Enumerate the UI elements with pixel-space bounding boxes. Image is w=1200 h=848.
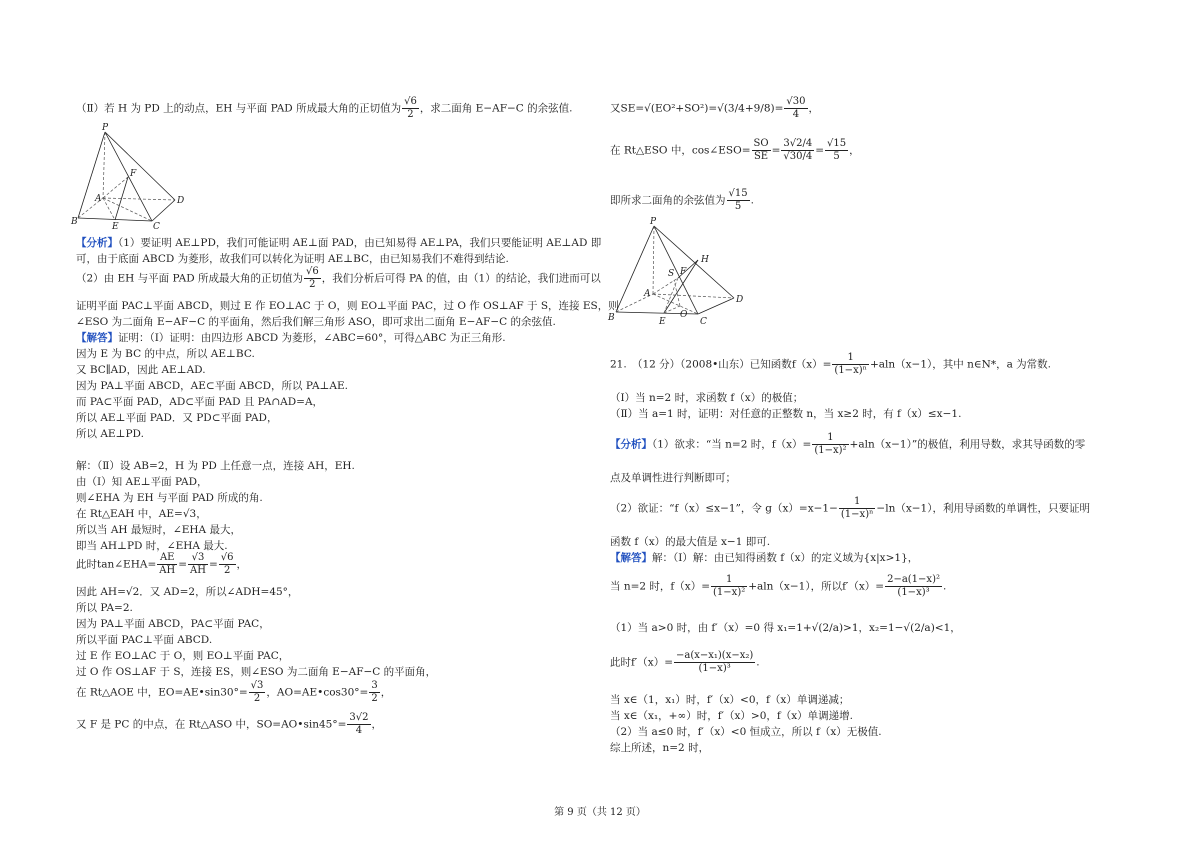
aso-prefix: 又 F 是 PC 的中点，在 Rt△ASO 中， bbox=[76, 718, 257, 731]
part2-question-text: （Ⅱ）若 H 为 PD 上的动点，EH 与平面 PAD 所成最大角的正切值为 bbox=[76, 102, 402, 115]
answer-tag: 【解答】 bbox=[76, 332, 118, 344]
q21-part-2: （Ⅱ）当 a=1 时，证明：对任意的正整数 n，当 x≥2 时，有 f（x）≤x−1. bbox=[610, 408, 962, 420]
aoe-equation: 在 Rt△AOE 中，EO=AE•sin30°= $\frac{√3}{2}$ ，AO=AE•cos30°= $\frac{3}{2}$ ， bbox=[76, 680, 392, 704]
q21-answer-6: 当 x∈（x₁，+∞）时，f′（x）>0，f（x）单调递增. bbox=[610, 710, 854, 722]
q21-answer-3: （1）当 a>0 时，由 f′（x）=0 得 x₁=1+√(2/a)>1，x₂=1−√(2/a)<1， bbox=[610, 622, 961, 634]
fig1-label-D: D bbox=[177, 196, 185, 206]
q21-ans2-deriv: f′（x）= bbox=[842, 580, 885, 593]
cos-equation: 在 Rt△ESO 中，cos∠ESO= $\frac{SO}{SE}$ = $\frac{3√2/4}{√30/4}$ = $\frac{√15}{5}$ ， bbox=[610, 138, 860, 162]
q21-an3-text-a: （2）欲证：“f（x）≤x−1”，令 g（x）=x−1− bbox=[610, 502, 838, 515]
fig2-label-S: S bbox=[668, 269, 675, 279]
q21-analysis-2: 点及单调性进行判断即可； bbox=[610, 472, 736, 484]
q21-statement bbox=[610, 352, 1051, 377]
q21-an-text-a: （1）欲求：“当 n=2 时， bbox=[652, 438, 772, 451]
part2-question-tail: ，求二面角 E−AF−C 的余弦值. bbox=[419, 102, 573, 115]
pyramid-figure-1 bbox=[70, 122, 190, 230]
pyramid-figure-2 bbox=[606, 216, 766, 328]
proof-line: 因为 PA⊥平面 ABCD，AE⊂平面 ABCD，所以 PA⊥AE. bbox=[76, 380, 348, 392]
se-expr: SE=√(EO²+SO²)=√(3/4+9/8)= bbox=[620, 102, 784, 115]
solution-line: 过 O 作 OS⊥AF 于 S，连接 ES，则∠ESO 为二面角 E−AF−C 的平面角， bbox=[76, 666, 437, 678]
analysis-text-1: （1）要证明 AE⊥PD，我们可能证明 AE⊥面 PAD，由已知易得 AE⊥PA，我们只要能证明 AE⊥AD 即 bbox=[118, 237, 602, 249]
aoe-ao: ，AO=AE•cos30°= bbox=[266, 686, 369, 699]
solution-line: 解：（Ⅱ）设 AB=2，H 为 PD 上任意一点，连接 AH，EH. bbox=[76, 460, 355, 472]
conclusion-prefix: 即所求二面角的余弦值为 bbox=[610, 194, 726, 207]
proof-line: 而 PA⊂平面 PAD，AD⊂平面 PAD 且 PA∩AD=A， bbox=[76, 396, 324, 408]
tan-frac-3: $\frac{√6}{2}$ bbox=[220, 552, 234, 576]
q21-answer-1 bbox=[610, 550, 918, 565]
q21-text-a: 21. （12 分）（2008•山东）已知函数 bbox=[610, 358, 792, 371]
solution-line: 因此 AH=√2．又 AD=2，所以∠ADH=45°， bbox=[76, 586, 299, 598]
q21-ans4-text: 此时 bbox=[610, 656, 631, 669]
q21-an3-text-b: −ln（x−1），利用导函数的单调性，只要证明 bbox=[876, 502, 1090, 515]
q21-an-text-b: +aln（x−1）”的极值，利用导数，求其导函数的零 bbox=[849, 438, 1086, 451]
q21-frac: $\frac{1}{\text{(1−x)ⁿ}}$ bbox=[834, 352, 867, 376]
cos-expr: cos∠ESO= bbox=[691, 144, 751, 157]
q21-answer-7: （2）当 a≤0 时，f′（x）<0 恒成立，所以 f（x）无极值. bbox=[610, 726, 882, 738]
q21-ans1-text: 解：（Ⅰ）解：由已知得函数 f（x）的定义域为{x|x>1}， bbox=[652, 552, 919, 564]
q21-ans2-frac: $\frac{1}{\text{(1−x)²}}$ bbox=[713, 574, 746, 598]
q21-answer-8: 综上所述，n=2 时， bbox=[610, 742, 710, 754]
q21-answer-tag: 【解答】 bbox=[610, 552, 652, 564]
fig2-label-A: A bbox=[644, 289, 651, 299]
solution-line: 过 E 作 EO⊥AC 于 O，则 EO⊥平面 PAC， bbox=[76, 650, 290, 662]
aso-expr: SO=AO•sin45°= bbox=[256, 718, 347, 731]
part2-question bbox=[76, 96, 573, 121]
fig2-label-P: P bbox=[650, 217, 657, 227]
page-footer: 第 9 页（共 12 页） bbox=[554, 807, 646, 818]
q21-analysis-4: 函数 f（x）的最大值是 x−1 即可. bbox=[610, 536, 771, 548]
fig1-label-P: P bbox=[102, 123, 109, 133]
fig2-label-C: C bbox=[700, 317, 707, 327]
tan-frac-1: $\frac{AE}{AH}$ bbox=[159, 552, 176, 576]
solution-line: 即当 AH⊥PD 时，∠EHA 最大. bbox=[76, 540, 228, 552]
analysis-line-5: ∠ESO 为二面角 E−AF−C 的平面角，然后我们解三角形 ASO，即可求出二面角 E−AF−C 的余弦值. bbox=[76, 316, 556, 328]
aoe-frac-2: $\frac{3}{2}$ bbox=[371, 680, 378, 704]
tan-prefix: 此时 bbox=[76, 558, 97, 571]
fig2-label-D: D bbox=[736, 295, 744, 305]
fig2-label-H: H bbox=[701, 255, 709, 265]
analysis-line-4: 证明平面 PAC⊥平面 ABCD，则过 E 作 EO⊥AC 于 O，则 EO⊥平面 PAC，过 O 作 OS⊥AF 于 S，连接 ES，则 bbox=[76, 300, 619, 312]
aoe-prefix: 在 Rt△AOE 中， bbox=[76, 686, 159, 699]
fig2-label-E: E bbox=[659, 317, 666, 327]
fig2-label-F: F bbox=[680, 267, 687, 277]
cos-frac-2: $\frac{3√2/4}{√30/4}$ bbox=[783, 138, 813, 162]
q21-text-b: +aln（x−1），其中 n∈N*，a 为常数. bbox=[869, 358, 1052, 371]
conclusion-line: 即所求二面角的余弦值为 $\frac{√15}{5}$ . bbox=[610, 188, 754, 212]
tan-expr: tan∠EHA= bbox=[97, 558, 157, 571]
aoe-eo: EO=AE•sin30°= bbox=[158, 686, 248, 699]
conclusion-frac: $\frac{√15}{5}$ bbox=[728, 188, 748, 212]
fig1-label-C: C bbox=[153, 222, 160, 230]
q21-ans2-text-a: 当 n=2 时， bbox=[610, 580, 671, 593]
proof-line: 所以 AE⊥PD. bbox=[76, 428, 144, 440]
aso-equation: 又 F 是 PC 的中点，在 Rt△ASO 中，SO=AO•sin45°= $\frac{3√2}{4}$ ， bbox=[76, 712, 383, 736]
answer-line-1 bbox=[76, 330, 506, 345]
tan-frac-2: $\frac{√3}{AH}$ bbox=[190, 552, 206, 576]
solution-line: 在 Rt△EAH 中，AE=√3， bbox=[76, 508, 207, 520]
aso-frac: $\frac{3√2}{4}$ bbox=[349, 712, 369, 736]
cos-frac-3: $\frac{√15}{5}$ bbox=[827, 138, 847, 162]
part2-fraction: $\frac{√6}{2}$ bbox=[404, 96, 417, 120]
proof-line: 又 BC∥AD，因此 AE⊥AD. bbox=[76, 364, 206, 376]
se-equation: 又SE=√(EO²+SO²)=√(3/4+9/8)= $\frac{√30}{4}$ ， bbox=[610, 96, 820, 120]
analysis-line-2: 可，由于底面 ABCD 为菱形，故我们可以转化为证明 AE⊥BC，由已知易我们不难得到结论. bbox=[76, 253, 509, 265]
q21-an-func: f（x）= bbox=[771, 438, 812, 451]
analysis-line-3 bbox=[76, 266, 601, 291]
answer-text-1: 证明：（Ⅰ）证明：由四边形 ABCD 为菱形，∠ABC=60°，可得△ABC 为正三角形. bbox=[118, 332, 506, 344]
solution-line: 所以平面 PAC⊥平面 ABCD. bbox=[76, 634, 213, 646]
solution-line: 所以 PA=2. bbox=[76, 602, 133, 614]
q21-ans2-func: f（x）= bbox=[670, 580, 711, 593]
fig2-label-O: O bbox=[680, 310, 688, 320]
se-frac: $\frac{√30}{4}$ bbox=[786, 96, 806, 120]
q21-answer-4: 此时f′（x）= $\frac{\text{−a(x−x₁)(x−x₂)}}{\text{(1−x)³}}$ . bbox=[610, 650, 760, 674]
q21-ans4-frac: $\frac{\text{−a(x−x₁)(x−x₂)}}{\text{(1−x)³}}$ bbox=[676, 650, 754, 674]
q21-analysis-3 bbox=[610, 496, 1090, 521]
q21-ans2-frac2: $\frac{\text{2−a(1−x)²}}{\text{(1−x)³}}$ bbox=[887, 574, 940, 598]
q21-analysis-1 bbox=[610, 432, 1085, 457]
analysis-tag: 【分析】 bbox=[76, 237, 118, 249]
fig1-label-B: B bbox=[71, 217, 78, 227]
fig1-label-E: E bbox=[112, 222, 119, 230]
se-prefix: 又 bbox=[610, 102, 621, 115]
q21-an-frac: $\frac{1}{\text{(1−x)²}}$ bbox=[814, 432, 847, 456]
proof-line: 因为 E 为 BC 的中点，所以 AE⊥BC. bbox=[76, 348, 255, 360]
cos-frac-1: $\frac{SO}{SE}$ bbox=[753, 138, 769, 162]
q21-analysis-tag: 【分析】 bbox=[610, 438, 652, 451]
tan-equation: 此时tan∠EHA= $\frac{AE}{AH}$ = $\frac{√3}{AH}$ = $\frac{√6}{2}$ ， bbox=[76, 552, 248, 576]
proof-line: 所以 AE⊥平面 PAD．又 PD⊂平面 PAD， bbox=[76, 412, 278, 424]
analysis-text-3a: （2）由 EH 与平面 PAD 所成最大角的正切值为 bbox=[76, 272, 303, 285]
q21-answer-2: 当 n=2 时，f（x）= $\frac{1}{\text{(1−x)²}}$ +aln（x−1），所以f′（x）= $\frac{\text{2−a(1−x)²}}{\text{(1−x)³}}$ . bbox=[610, 574, 947, 598]
solution-line: 由（Ⅰ）知 AE⊥平面 PAD， bbox=[76, 476, 208, 488]
analysis-line-1 bbox=[76, 235, 601, 250]
q21-part-1: （Ⅰ）当 n=2 时，求函数 f（x）的极值； bbox=[610, 392, 804, 404]
fig2-label-B: B bbox=[608, 313, 615, 323]
fig1-label-F: F bbox=[130, 169, 137, 179]
q21-answer-5: 当 x∈（1，x₁）时，f′（x）<0，f（x）单调递减； bbox=[610, 694, 850, 706]
solution-line: 则∠EHA 为 EH 与平面 PAD 所成的角. bbox=[76, 492, 263, 504]
analysis-text-3b: ，我们分析后可得 PA 的值，由（1）的结论，我们进而可以 bbox=[321, 272, 601, 285]
q21-an3-frac: $\frac{1}{\text{(1−x)ⁿ}}$ bbox=[840, 496, 874, 520]
q21-ans2-text-b: +aln（x−1），所以 bbox=[748, 580, 843, 593]
fig1-label-A: A bbox=[95, 194, 102, 204]
analysis-fraction: $\frac{√6}{2}$ bbox=[305, 266, 319, 290]
solution-line: 所以当 AH 最短时，∠EHA 最大， bbox=[76, 524, 241, 536]
solution-line: 因为 PA⊥平面 ABCD，PA⊂平面 PAC， bbox=[76, 618, 270, 630]
cos-prefix: 在 Rt△ESO 中， bbox=[610, 144, 692, 157]
aoe-frac-1: $\frac{√3}{2}$ bbox=[250, 680, 264, 704]
q21-ans4-deriv: f′（x）= bbox=[631, 656, 673, 669]
q21-func: f（x）= bbox=[791, 358, 832, 371]
